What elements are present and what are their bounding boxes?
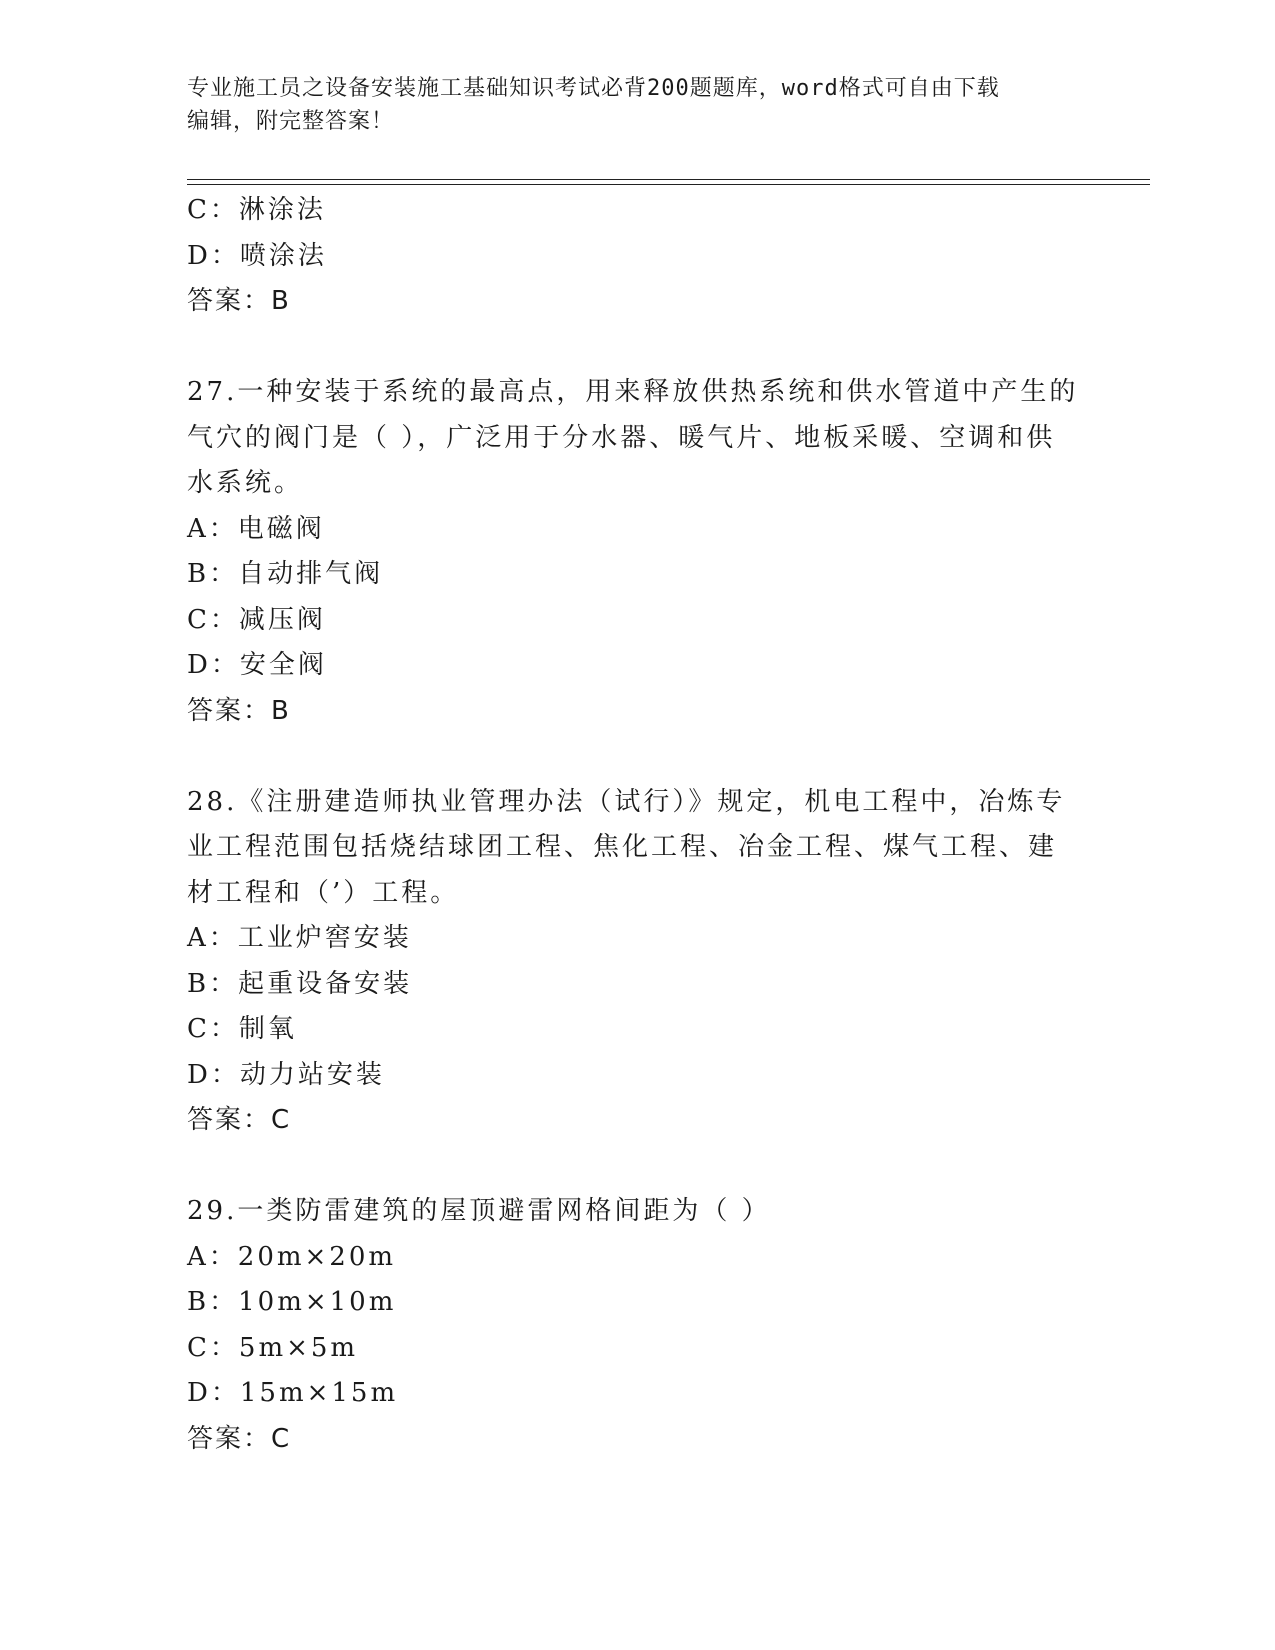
option-c: C：制氧 bbox=[187, 1014, 297, 1044]
header-divider-top bbox=[187, 179, 1150, 180]
answer-line: 答案：B bbox=[187, 695, 291, 726]
option-c: C：减压阀 bbox=[187, 604, 326, 635]
document-header bbox=[187, 72, 1067, 138]
option-b: B：起重设备安装 bbox=[187, 968, 413, 999]
option-a: A：工业炉窖安装 bbox=[187, 923, 412, 953]
option-d: D：15m×15m bbox=[187, 1378, 399, 1408]
question-27 bbox=[187, 370, 1087, 734]
answer-line: 答案：B bbox=[187, 286, 291, 316]
question-28 bbox=[187, 780, 1087, 1144]
document-body bbox=[187, 188, 1087, 1462]
option-a: A：电磁阀 bbox=[187, 513, 325, 544]
question-text-line: 27.一种安装于系统的最高点，用来释放供热系统和供水管道中产生的 bbox=[187, 377, 1079, 407]
option-a: A：20m×20m bbox=[187, 1241, 397, 1272]
header-line-1: 专业施工员之设备安装施工基础知识考试必背200题题库，word格式可自由下载 bbox=[187, 76, 1000, 101]
question-29 bbox=[187, 1189, 1087, 1462]
question-26-tail bbox=[187, 188, 1087, 325]
option-c: C：5m×5m bbox=[187, 1332, 359, 1363]
option-c: C：淋涂法 bbox=[187, 195, 326, 225]
option-b: B：自动排气阀 bbox=[187, 559, 384, 589]
question-text-line: 29.一类防雷建筑的屋顶避雷网格间距为（ ） bbox=[187, 1196, 771, 1226]
question-text-line: 28.《注册建造师执业管理办法（试行）》规定，机电工程中，冶炼专 bbox=[187, 786, 1066, 817]
option-b: B：10m×10m bbox=[187, 1287, 397, 1317]
answer-line: 答案：C bbox=[187, 1105, 292, 1135]
option-d: D：动力站安装 bbox=[187, 1059, 385, 1090]
option-d: D：喷涂法 bbox=[187, 240, 327, 271]
question-text-line: 业工程范围包括烧结球团工程、焦化工程、冶金工程、煤气工程、建 bbox=[187, 832, 1058, 862]
option-d: D：安全阀 bbox=[187, 650, 327, 680]
header-line-2: 编辑，附完整答案！ bbox=[187, 109, 395, 134]
question-text-line: 水系统。 bbox=[187, 468, 304, 498]
answer-line: 答案：C bbox=[187, 1423, 292, 1454]
question-text-line: 气穴的阀门是（ ），广泛用于分水器、暖气片、地板采暖、空调和供 bbox=[187, 422, 1056, 453]
header-divider-bottom bbox=[187, 184, 1150, 185]
question-text-line: 材工程和（’）工程。 bbox=[187, 877, 460, 908]
